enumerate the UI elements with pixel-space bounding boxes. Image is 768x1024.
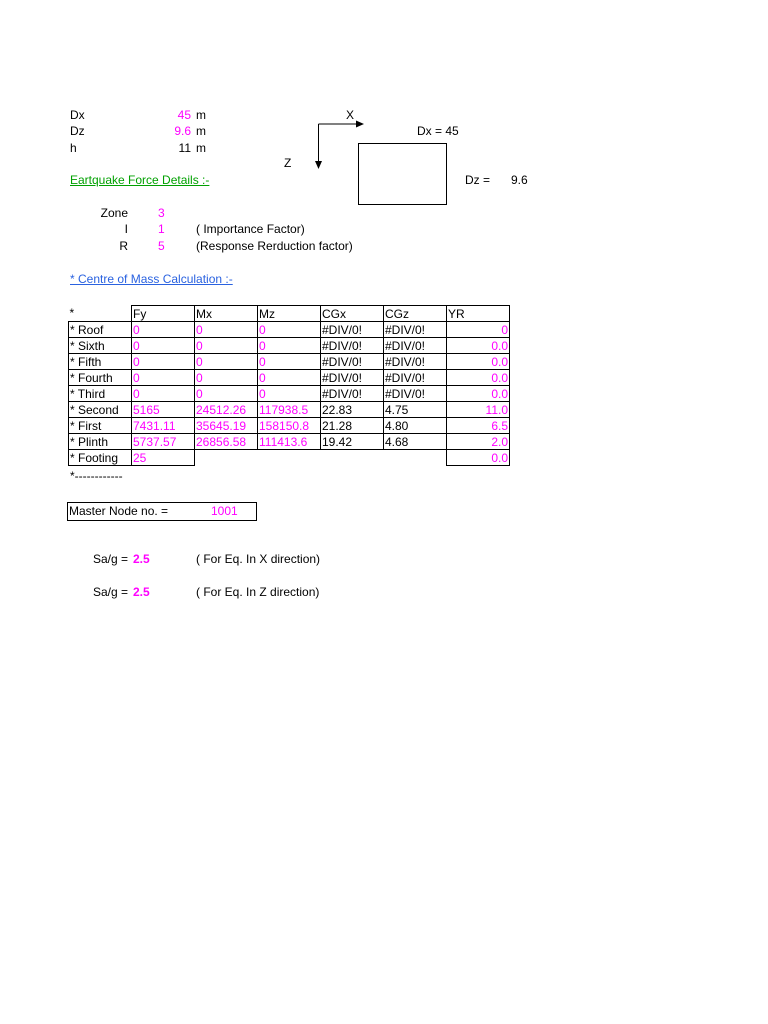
centre-of-mass-table [68,305,510,466]
cell-mx [195,450,258,466]
sag-x-label: Sa/g = [92,552,128,566]
cell-cgx: #DIV/0! [321,338,384,354]
dz-unit: m [196,124,206,138]
cell-mx: 26856.58 [195,434,258,450]
table-row [69,354,510,370]
sag-z-value: 2.5 [133,585,150,599]
cell-floor: * Second [69,402,132,418]
dx-unit: m [196,108,206,122]
header-fy: Fy [132,306,195,322]
cell-mx: 0 [195,322,258,338]
table-row [69,402,510,418]
header-star: * [69,306,75,321]
cell-cgx: #DIV/0! [321,354,384,370]
cell-mx: 0 [195,338,258,354]
header-cgz: CGz [384,306,447,322]
cell-cgx: #DIV/0! [321,322,384,338]
response-value: 5 [158,239,165,253]
importance-value: 1 [158,222,165,236]
plan-rectangle [358,143,447,205]
cell-fy: 0 [132,386,195,402]
cell-yr: 2.0 [447,434,510,450]
cell-yr: 6.5 [447,418,510,434]
cell-floor: * Sixth [69,338,132,354]
cell-fy: 5737.57 [132,434,195,450]
cell-yr: 0 [447,322,510,338]
cell-cgz: #DIV/0! [384,354,447,370]
dz-value: 9.6 [174,124,191,138]
cell-floor: * Fifth [69,354,132,370]
cell-yr: 11.0 [447,402,510,418]
cell-floor: * First [69,418,132,434]
cell-mx: 35645.19 [195,418,258,434]
cell-cgx: #DIV/0! [321,370,384,386]
cell-mx: 0 [195,386,258,402]
dx-value: 45 [177,108,191,122]
dz-dimension-label: Dz = [465,173,491,187]
response-label: R [119,239,128,253]
cell-cgz [384,450,447,466]
cell-mz: 0 [258,322,321,338]
cell-mx: 24512.26 [195,402,258,418]
table-row [69,386,510,402]
header-mz: Mz [258,306,321,322]
centre-of-mass-title[interactable]: * Centre of Mass Calculation :- [70,272,233,286]
table-row [69,338,510,354]
cell-mz: 0 [258,354,321,370]
header-cgx: CGx [321,306,384,322]
cell-mz: 0 [258,338,321,354]
cell-cgz: #DIV/0! [384,386,447,402]
cell-floor: * Footing [69,450,132,466]
header-mx: Mx [195,306,258,322]
sag-x-note: ( For Eq. In X direction) [196,552,321,566]
cell-fy: 0 [132,354,195,370]
sag-z-label: Sa/g = [92,585,128,599]
cell-mz: 0 [258,370,321,386]
dz-label: Dz [70,124,85,138]
cell-fy: 0 [132,370,195,386]
cell-fy: 0 [132,338,195,354]
cell-mz: 0 [258,386,321,402]
importance-note: ( Importance Factor) [196,222,305,236]
h-label: h [70,141,77,155]
response-note: (Response Rerduction factor) [196,239,353,253]
dz-dimension-value: 9.6 [511,173,528,187]
cell-floor: * Plinth [69,434,132,450]
cell-cgx [321,450,384,466]
table-header-row [69,306,510,322]
cell-cgx: 22.83 [321,402,384,418]
cell-cgx: #DIV/0! [321,386,384,402]
zone-label: Zone [100,206,128,220]
sag-z-note: ( For Eq. In Z direction) [196,585,320,599]
cell-yr: 0.0 [447,450,510,466]
cell-cgz: #DIV/0! [384,322,447,338]
dx-label: Dx [70,108,85,122]
cell-cgz: 4.80 [384,418,447,434]
cell-mz: 111413.6 [258,434,321,450]
x-axis-label: X [346,108,355,122]
cell-fy: 7431.11 [132,418,195,434]
cell-mz: 117938.5 [258,402,321,418]
cell-floor: * Fourth [69,370,132,386]
importance-label: I [124,222,128,236]
cell-mx: 0 [195,354,258,370]
master-node-label: Master Node no. = [69,504,169,518]
master-node-box [67,502,257,521]
cell-mx: 0 [195,370,258,386]
cell-cgx: 19.42 [321,434,384,450]
cell-fy: 0 [132,322,195,338]
cell-yr: 0.0 [447,386,510,402]
cell-cgx: 21.28 [321,418,384,434]
z-axis-label: Z [284,156,292,170]
cell-yr: 0.0 [447,354,510,370]
zone-value: 3 [158,206,165,220]
table-row [69,418,510,434]
cell-mz [258,450,321,466]
earthquake-section-title[interactable]: Eartquake Force Details :- [70,173,210,187]
cell-mz: 158150.8 [258,418,321,434]
table-row [69,434,510,450]
cell-floor: * Roof [69,322,132,338]
sag-x-value: 2.5 [133,552,150,566]
h-unit: m [196,141,206,155]
cell-fy: 5165 [132,402,195,418]
master-node-value: 1001 [211,504,238,518]
cell-yr: 0.0 [447,338,510,354]
dx-dimension-label: Dx = 45 [417,124,459,138]
table-footer-marker: *------------ [70,469,123,483]
table-row [69,370,510,386]
cell-floor: * Third [69,386,132,402]
header-yr: YR [447,306,510,322]
cell-cgz: 4.68 [384,434,447,450]
table-row [69,450,510,466]
cell-fy: 25 [132,450,195,466]
cell-yr: 0.0 [447,370,510,386]
table-row [69,322,510,338]
h-value: 11 [178,141,191,155]
cell-cgz: #DIV/0! [384,338,447,354]
cell-cgz: 4.75 [384,402,447,418]
cell-cgz: #DIV/0! [384,370,447,386]
